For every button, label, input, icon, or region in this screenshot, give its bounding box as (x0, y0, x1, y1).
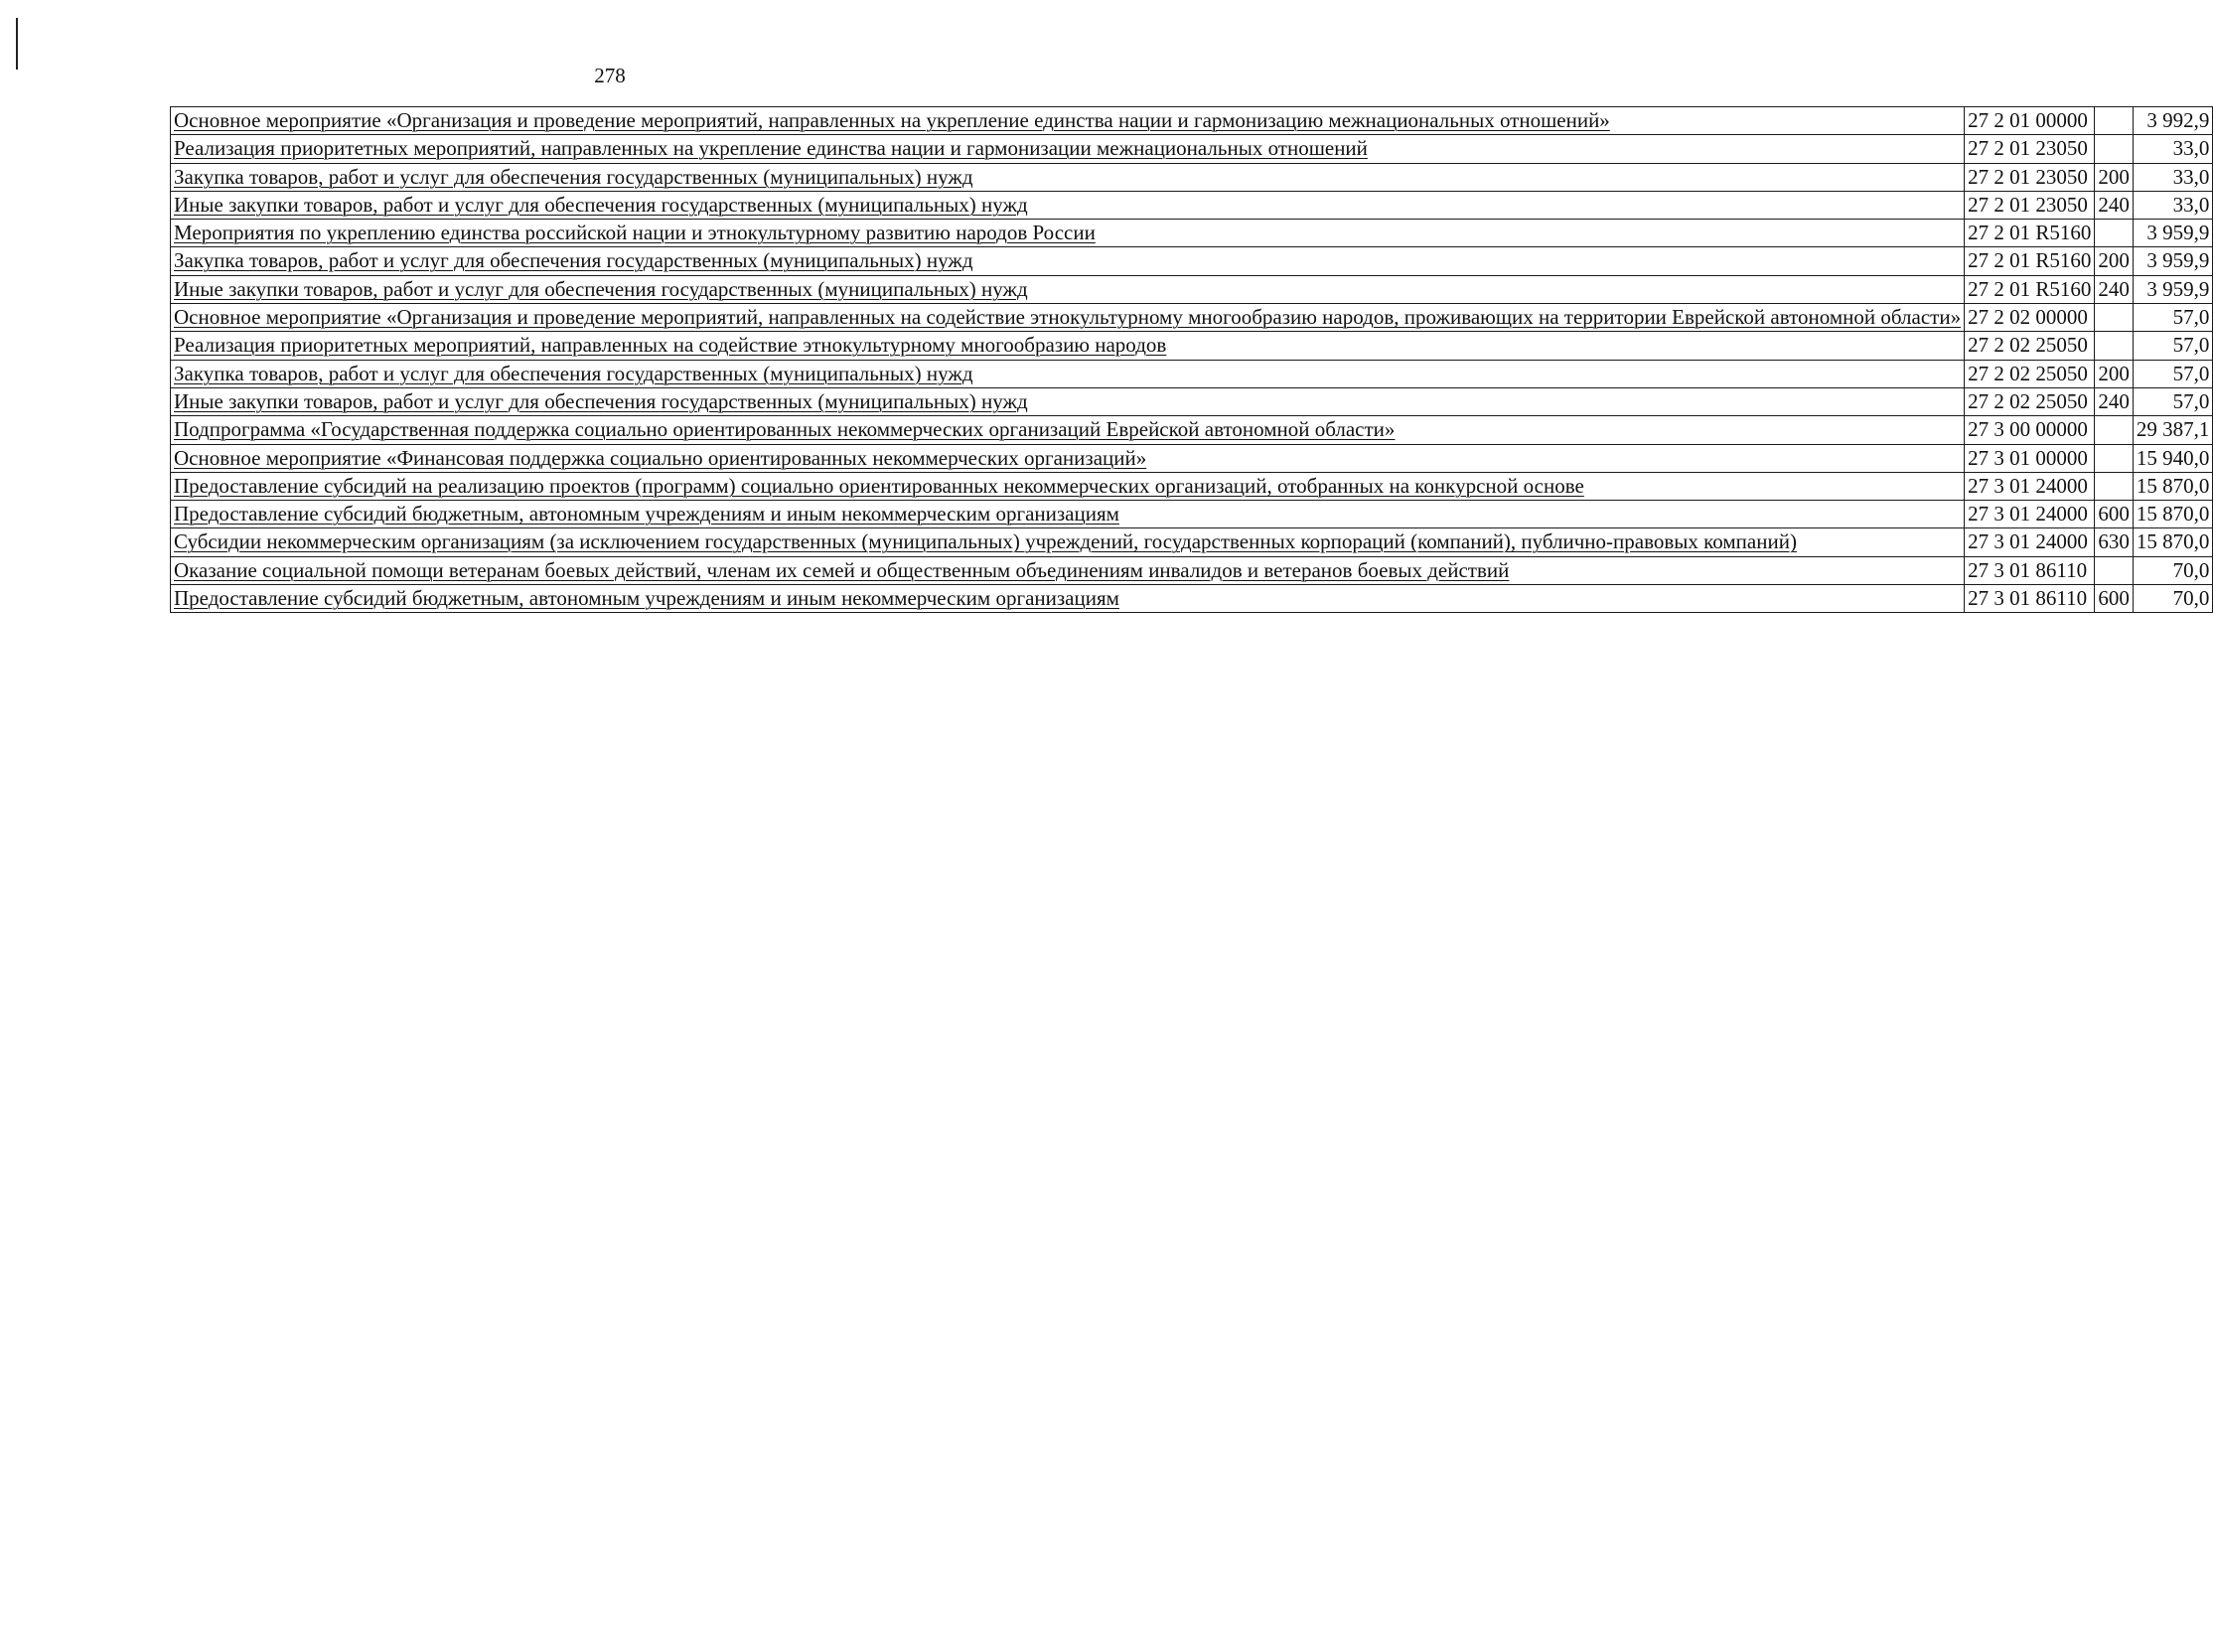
row-target-code: 27 3 00 00000 (1965, 416, 2095, 444)
row-amount: 57,0 (2133, 360, 2213, 387)
row-name-cell (171, 275, 1965, 303)
row-name: Подпрограмма «Государственная поддержка социально ориентированных некоммерческих организаций Еврейской автономной области» (174, 417, 1396, 442)
row-expense-type: 240 (2095, 275, 2134, 303)
row-name: Основное мероприятие «Организация и проведение мероприятий, направленных на укрепление единства нации и гармонизацию межнациональных отношений» (174, 108, 1610, 132)
table-row (171, 444, 2213, 472)
row-target-code: 27 2 01 R5160 (1965, 220, 2095, 247)
table-row (171, 163, 2213, 191)
row-name: Основное мероприятие «Организация и проведение мероприятий, направленных на содействие этнокультурному многообразию народов, проживающих на территории Еврейской автономной области» (174, 305, 1962, 330)
row-expense-type (2095, 472, 2134, 500)
row-amount: 15 940,0 (2133, 444, 2213, 472)
row-expense-type: 630 (2095, 528, 2134, 556)
row-name: Оказание социальной помощи ветеранам боевых действий, членам их семей и общественным объединениям инвалидов и ветеранов боевых действий (174, 557, 1510, 582)
page-number: 278 (594, 64, 626, 87)
row-name-cell (171, 472, 1965, 500)
row-name: Закупка товаров, работ и услуг для обеспечения государственных (муниципальных) нужд (174, 248, 973, 273)
row-name-cell (171, 304, 1965, 332)
row-name-cell (171, 585, 1965, 613)
row-target-code: 27 3 01 86110 (1965, 585, 2095, 613)
row-target-code: 27 2 02 00000 (1965, 304, 2095, 332)
row-expense-type: 240 (2095, 191, 2134, 219)
row-name-cell (171, 501, 1965, 528)
row-expense-type (2095, 444, 2134, 472)
row-name-cell (171, 220, 1965, 247)
row-target-code: 27 3 01 00000 (1965, 444, 2095, 472)
row-target-code: 27 3 01 24000 (1965, 472, 2095, 500)
row-amount: 57,0 (2133, 332, 2213, 360)
row-name: Предоставление субсидий на реализацию проектов (программ) социально ориентированных некоммерческих организаций, отобранных на конкурсной основе (174, 473, 1584, 498)
row-amount: 70,0 (2133, 585, 2213, 613)
row-name: Закупка товаров, работ и услуг для обеспечения государственных (муниципальных) нужд (174, 361, 973, 385)
table-row (171, 220, 2213, 247)
row-name: Реализация приоритетных мероприятий, направленных на содействие этнокультурному многообразию народов (174, 333, 1167, 358)
row-name-cell (171, 528, 1965, 556)
row-name: Предоставление субсидий бюджетным, автономным учреждениям и иным некоммерческим организациям (174, 502, 1119, 526)
row-name: Иные закупки товаров, работ и услуг для обеспечения государственных (муниципальных) нужд (174, 192, 1028, 217)
row-amount: 15 870,0 (2133, 528, 2213, 556)
row-name-cell (171, 247, 1965, 275)
table-row (171, 387, 2213, 415)
row-expense-type: 240 (2095, 387, 2134, 415)
row-amount: 15 870,0 (2133, 501, 2213, 528)
row-expense-type (2095, 107, 2134, 135)
row-expense-type (2095, 416, 2134, 444)
row-expense-type: 600 (2095, 501, 2134, 528)
row-target-code: 27 2 01 00000 (1965, 107, 2095, 135)
table-row (171, 135, 2213, 163)
row-amount: 3 959,9 (2133, 275, 2213, 303)
row-expense-type: 200 (2095, 360, 2134, 387)
row-target-code: 27 2 01 R5160 (1965, 275, 2095, 303)
table-row (171, 472, 2213, 500)
row-target-code: 27 3 01 24000 (1965, 528, 2095, 556)
row-name-cell (171, 556, 1965, 584)
row-name: Закупка товаров, работ и услуг для обеспечения государственных (муниципальных) нужд (174, 164, 973, 189)
row-amount: 3 959,9 (2133, 247, 2213, 275)
row-name-cell (171, 163, 1965, 191)
row-name-cell (171, 444, 1965, 472)
row-target-code: 27 2 01 23050 (1965, 163, 2095, 191)
row-target-code: 27 2 02 25050 (1965, 387, 2095, 415)
table-row (171, 416, 2213, 444)
row-expense-type: 200 (2095, 247, 2134, 275)
row-target-code: 27 3 01 86110 (1965, 556, 2095, 584)
table-row (171, 360, 2213, 387)
row-amount: 3 992,9 (2133, 107, 2213, 135)
table-row (171, 528, 2213, 556)
row-name: Предоставление субсидий бюджетным, автономным учреждениям и иным некоммерческим организациям (174, 586, 1119, 611)
table-body (171, 107, 2213, 613)
row-name: Реализация приоритетных мероприятий, направленных на укрепление единства нации и гармонизации межнациональных отношений (174, 136, 1368, 161)
row-amount: 33,0 (2133, 135, 2213, 163)
row-name: Иные закупки товаров, работ и услуг для обеспечения государственных (муниципальных) нужд (174, 276, 1028, 301)
row-expense-type (2095, 332, 2134, 360)
row-name-cell (171, 135, 1965, 163)
table-row (171, 191, 2213, 219)
row-name-cell (171, 107, 1965, 135)
table-row (171, 107, 2213, 135)
row-target-code: 27 2 01 R5160 (1965, 247, 2095, 275)
row-name-cell (171, 387, 1965, 415)
row-expense-type (2095, 304, 2134, 332)
budget-table (170, 106, 2213, 613)
row-amount: 70,0 (2133, 556, 2213, 584)
table-row (171, 556, 2213, 584)
row-expense-type: 200 (2095, 163, 2134, 191)
scan-edge-mark (16, 18, 18, 70)
row-amount: 29 387,1 (2133, 416, 2213, 444)
table-row (171, 501, 2213, 528)
row-amount: 15 870,0 (2133, 472, 2213, 500)
row-name: Субсидии некоммерческим организациям (за исключением государственных (муниципальных) учреждений, государственных корпораций (компаний), публично-правовых компаний) (174, 529, 1797, 554)
row-expense-type: 600 (2095, 585, 2134, 613)
row-amount: 57,0 (2133, 304, 2213, 332)
table-row (171, 332, 2213, 360)
row-name: Иные закупки товаров, работ и услуг для обеспечения государственных (муниципальных) нужд (174, 388, 1028, 413)
table-row (171, 304, 2213, 332)
table-row (171, 585, 2213, 613)
row-name-cell (171, 416, 1965, 444)
row-amount: 57,0 (2133, 387, 2213, 415)
row-target-code: 27 2 01 23050 (1965, 191, 2095, 219)
table-row (171, 247, 2213, 275)
row-expense-type (2095, 135, 2134, 163)
row-target-code: 27 2 01 23050 (1965, 135, 2095, 163)
row-name-cell (171, 360, 1965, 387)
row-expense-type (2095, 556, 2134, 584)
row-name-cell (171, 332, 1965, 360)
table-row (171, 275, 2213, 303)
row-target-code: 27 2 02 25050 (1965, 332, 2095, 360)
row-target-code: 27 3 01 24000 (1965, 501, 2095, 528)
row-name: Мероприятия по укреплению единства российской нации и этнокультурному развитию народов России (174, 221, 1096, 245)
row-amount: 3 959,9 (2133, 220, 2213, 247)
row-name: Основное мероприятие «Финансовая поддержка социально ориентированных некоммерческих организаций» (174, 445, 1147, 470)
row-amount: 33,0 (2133, 163, 2213, 191)
row-amount: 33,0 (2133, 191, 2213, 219)
row-expense-type (2095, 220, 2134, 247)
row-target-code: 27 2 02 25050 (1965, 360, 2095, 387)
row-name-cell (171, 191, 1965, 219)
